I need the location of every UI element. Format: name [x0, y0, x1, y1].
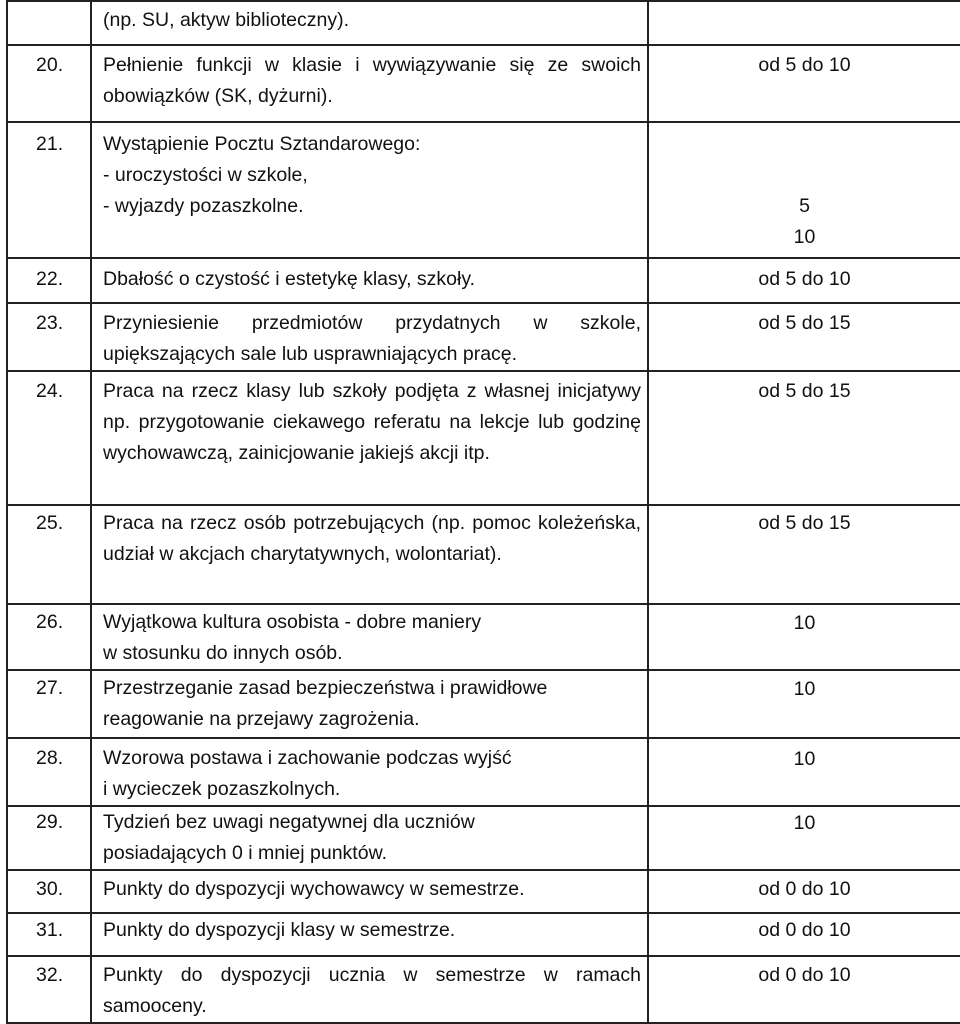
row-points [649, 160, 960, 191]
row-number: 20. [7, 45, 91, 122]
row-points-cell [648, 371, 960, 505]
row-description-line: Wzorowa postawa i zachowanie podczas wyjść [103, 747, 512, 769]
row-description-line: Pełnienie funkcji w klasie i wywiązywanie się ze swoich obowiązków (SK, dyżurni). [103, 54, 641, 107]
table-row [7, 258, 960, 303]
row-description [91, 670, 648, 738]
row-description-line: Wyjątkowa kultura osobista - dobre maniery [103, 611, 482, 633]
row-description-line: Wystąpienie Pocztu Sztandarowego: [103, 133, 421, 155]
row-points: od 5 do 15 [758, 380, 851, 402]
row-description [91, 913, 648, 956]
table-row [7, 604, 960, 670]
row-description-line: Przestrzeganie zasad bezpieczeństwa i prawidłowe [103, 677, 548, 699]
row-number: 24. [7, 371, 91, 505]
row-description [91, 303, 648, 371]
row-points-cell [648, 604, 960, 670]
row-description-line: posiadających 0 i mniej punktów. [103, 842, 387, 864]
row-points: od 5 do 15 [758, 512, 851, 534]
row-points [649, 129, 960, 160]
row-points-cell [648, 1, 960, 45]
row-points: od 5 do 15 [758, 312, 851, 334]
row-points [649, 5, 960, 36]
row-description [91, 1, 648, 45]
row-points-cell [648, 806, 960, 870]
row-description-line: Praca na rzecz klasy lub szkoły podjęta z własnej inicjatywy np. przygotowanie ciekawego referatu na lekcje lub godzinę wychowawczą, zainicjowanie jakiejś akcji itp. [103, 380, 641, 464]
row-description [91, 806, 648, 870]
table-row [7, 303, 960, 371]
row-description [91, 870, 648, 913]
row-points: 10 [793, 678, 816, 700]
row-description [91, 956, 648, 1023]
behavior-points-table [6, 0, 960, 1024]
row-number: 22. [7, 258, 91, 303]
row-description-line: (np. SU, aktyw biblioteczny). [103, 9, 350, 31]
row-points: od 0 do 10 [758, 878, 851, 900]
row-number: 23. [7, 303, 91, 371]
row-number [7, 1, 91, 45]
table-row [7, 505, 960, 604]
row-points-cell [648, 505, 960, 604]
table-row [7, 45, 960, 122]
row-points: 10 [793, 812, 816, 834]
row-points-cell [648, 956, 960, 1023]
row-description [91, 45, 648, 122]
row-points: od 5 do 10 [758, 54, 851, 76]
row-description [91, 604, 648, 670]
row-description-line: Praca na rzecz osób potrzebujących (np. pomoc koleżeńska, udział w akcjach charytatywnych, wolontariat). [103, 512, 641, 565]
row-points-cell [648, 303, 960, 371]
row-description [91, 258, 648, 303]
row-number: 26. [7, 604, 91, 670]
row-description-line: Dbałość o czystość i estetykę klasy, szkoły. [103, 268, 476, 290]
table-row [7, 870, 960, 913]
row-description [91, 122, 648, 258]
row-points: od 0 do 10 [758, 919, 851, 941]
row-points: 10 [793, 226, 816, 248]
row-description [91, 505, 648, 604]
row-description-line: w stosunku do innych osób. [103, 642, 343, 664]
row-points: od 0 do 10 [758, 964, 851, 986]
row-points: 10 [793, 612, 816, 634]
row-points: 5 [799, 195, 810, 217]
table-row [7, 806, 960, 870]
row-number: 31. [7, 913, 91, 956]
row-description [91, 738, 648, 806]
row-description-line: Tydzień bez uwagi negatywnej dla uczniów [103, 811, 475, 833]
row-number: 32. [7, 956, 91, 1023]
row-number: 28. [7, 738, 91, 806]
row-description-line: - uroczystości w szkole, [103, 164, 308, 186]
row-description-line: reagowanie na przejawy zagrożenia. [103, 708, 420, 730]
table-row [7, 670, 960, 738]
table-row [7, 956, 960, 1023]
table-row [7, 913, 960, 956]
row-points-cell [648, 670, 960, 738]
row-points-cell [648, 913, 960, 956]
table-body [7, 1, 960, 1023]
row-points: od 5 do 10 [758, 268, 851, 290]
table-row [7, 1, 960, 45]
row-description [91, 371, 648, 505]
row-number: 21. [7, 122, 91, 258]
row-description-line: - wyjazdy pozaszkolne. [103, 195, 304, 217]
row-number: 30. [7, 870, 91, 913]
row-points-cell [648, 738, 960, 806]
table-row [7, 371, 960, 505]
row-number: 29. [7, 806, 91, 870]
row-points-cell [648, 258, 960, 303]
row-description-line: Punkty do dyspozycji ucznia w semestrze w ramach samooceny. [103, 964, 641, 1017]
row-description-line: i wycieczek pozaszkolnych. [103, 778, 341, 800]
row-points-cell [648, 122, 960, 258]
row-number: 27. [7, 670, 91, 738]
row-points-cell [648, 870, 960, 913]
row-number: 25. [7, 505, 91, 604]
row-description-line: Punkty do dyspozycji klasy w semestrze. [103, 919, 456, 941]
row-points: 10 [793, 748, 816, 770]
table-row [7, 738, 960, 806]
row-description-line: Przyniesienie przedmiotów przydatnych w szkole, upiększających sale lub usprawniających pracę. [103, 312, 641, 365]
row-description-line: Punkty do dyspozycji wychowawcy w semestrze. [103, 878, 525, 900]
table-row [7, 122, 960, 258]
row-points-cell [648, 45, 960, 122]
